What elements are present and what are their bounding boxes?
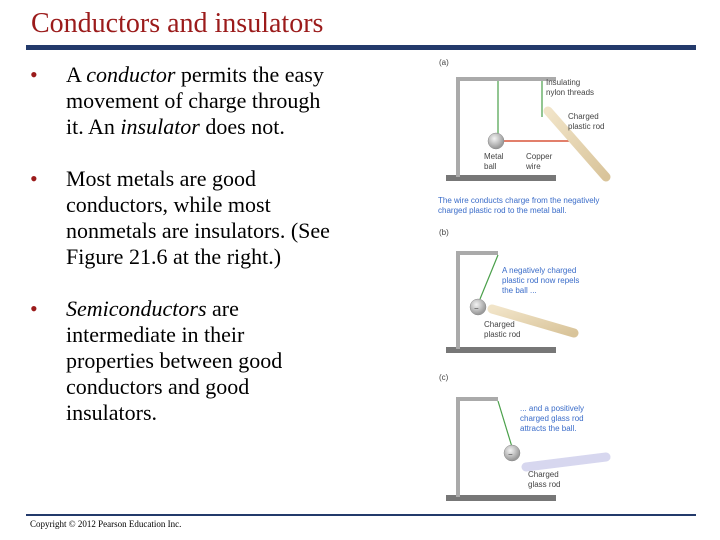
bullet-symbol: • [30, 296, 38, 321]
panel-a-caption: charged plastic rod to the metal ball. [438, 206, 567, 215]
stand-base-b [446, 347, 556, 353]
panel-c-label: (c) [439, 373, 449, 382]
stand-pole-c [456, 397, 460, 497]
panel-b-note: the ball ... [502, 286, 537, 295]
stand-arm-a [456, 77, 556, 81]
bullet-text: does not. [199, 114, 285, 139]
figure-drawing [430, 55, 620, 510]
ball-label: ball [484, 162, 497, 171]
slide-title: Conductors and insulators [31, 8, 324, 39]
nylon-thread [480, 255, 498, 299]
rod-label: Charged [484, 320, 515, 329]
bullet-symbol: • [30, 166, 38, 191]
bullet-item-semiconductors [30, 296, 330, 426]
rod-label: Charged [568, 112, 599, 121]
bullet-item-conductor [30, 62, 330, 140]
charge-sign: − [474, 304, 479, 313]
panel-c-note: ... and a positively [520, 404, 585, 413]
thread-label: Insulating [546, 78, 581, 87]
bullet-emphasis: conductor [86, 62, 176, 87]
title-divider [26, 45, 696, 50]
wire-label: wire [526, 162, 541, 171]
charge-sign: − [508, 450, 513, 459]
glass-rod-c [526, 457, 606, 467]
rod-label: Charged [528, 470, 559, 479]
bullet-text: are intermediate in their properties between good conductors and good insulators. [66, 296, 283, 425]
footer-divider [26, 514, 696, 516]
bullet-emphasis: Semiconductors [66, 296, 207, 321]
panel-b-note: plastic rod now repels [502, 276, 580, 285]
ball-label: Metal [484, 152, 504, 161]
panel-a-label: (a) [439, 58, 449, 67]
panel-a-caption: The wire conducts charge from the negatively [438, 196, 600, 205]
copyright-notice: Copyright © 2012 Pearson Education Inc. [30, 519, 182, 529]
thread-label: nylon threads [546, 88, 595, 97]
panel-b-note: A negatively charged [502, 266, 577, 275]
stand-pole-b [456, 251, 460, 349]
panel-c-note: attracts the ball. [520, 424, 577, 433]
figure-21-6 [430, 55, 620, 510]
bullet-emphasis: insulator [120, 114, 200, 139]
rod-label: plastic rod [484, 330, 521, 339]
panel-c-note: charged glass rod [520, 414, 584, 423]
panel-b-label: (b) [439, 228, 449, 237]
rod-label: plastic rod [568, 122, 605, 131]
stand-pole-a [456, 77, 460, 177]
stand-base-a [446, 175, 556, 181]
stand-base-c [446, 495, 556, 501]
nylon-thread [498, 401, 512, 447]
bullet-list [30, 62, 330, 452]
stand-arm-b [456, 251, 498, 255]
wire-label: Copper [526, 152, 553, 161]
rod-label: glass rod [528, 480, 561, 489]
stand-arm-c [456, 397, 498, 401]
bullet-text: A [66, 62, 87, 87]
bullet-text: Most metals are good conductors, while most nonmetals are insulators. (See Figure 21.6 at the right.) [66, 166, 330, 269]
bullet-item-metals [30, 166, 330, 270]
bullet-text: permits the easy movement of charge through it. An [66, 62, 324, 139]
bullet-symbol: • [30, 62, 38, 87]
metal-ball-a [488, 133, 504, 149]
